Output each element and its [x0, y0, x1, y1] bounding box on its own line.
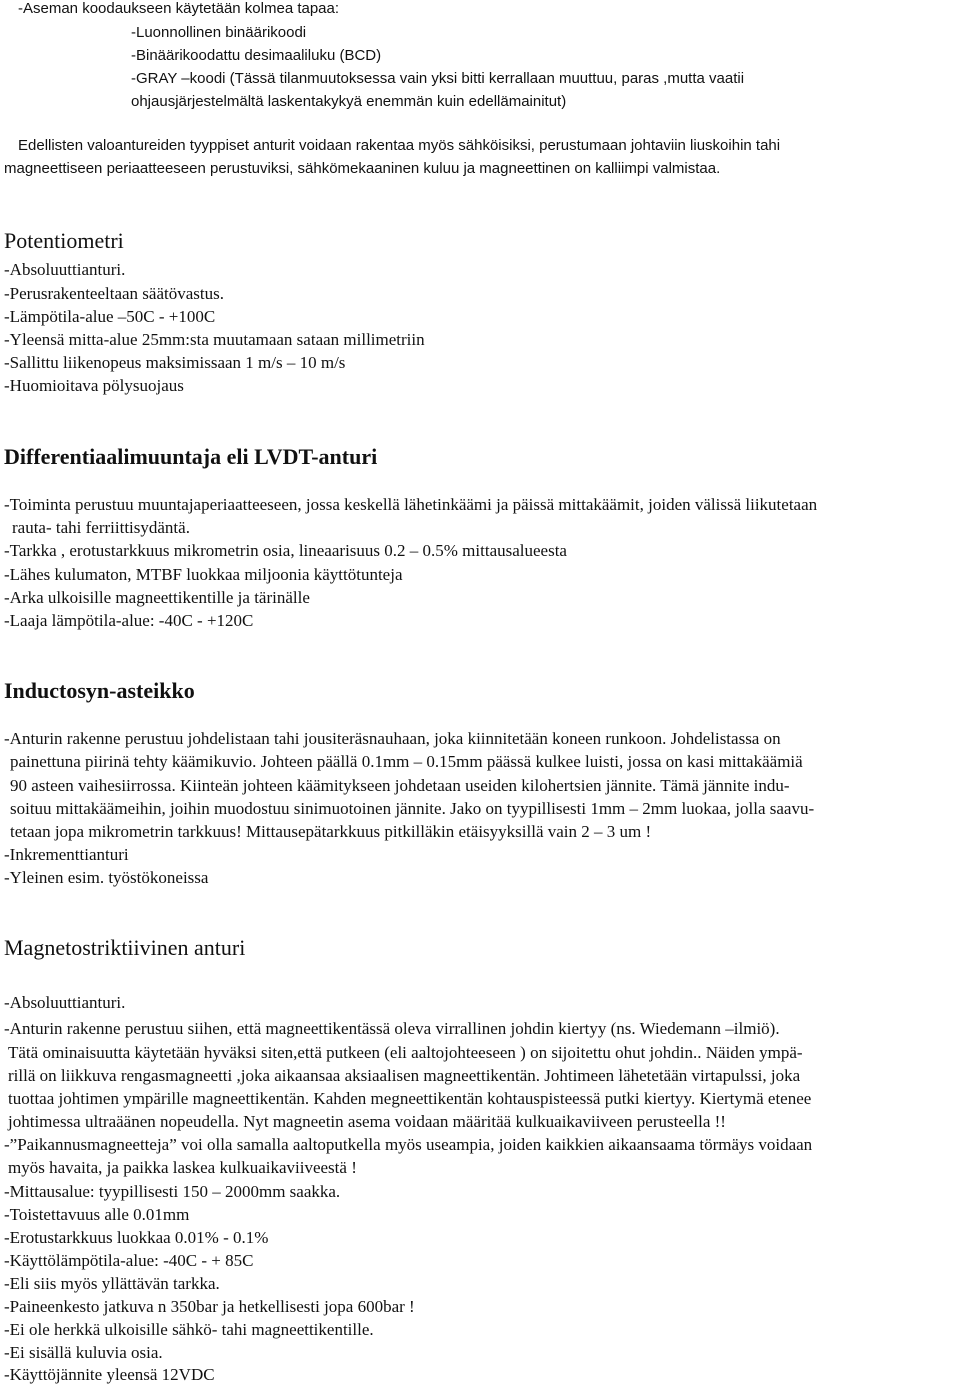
- lvdt-line: -Toiminta perustuu muuntajaperiaatteeseen, jossa keskellä lähetinkäämi ja päissä mittakäämit, joiden välissä liikutetaan: [4, 495, 818, 514]
- inductosyn-line: -Yleinen esim. työstökoneissa: [4, 868, 209, 887]
- intro-line: ohjausjärjestelmältä laskentakykyä enemmän kuin edellämainitut): [131, 93, 567, 110]
- magneto-line: -Anturin rakenne perustuu siihen, että magneettikentässä oleva virrallinen johdin kiertyy (ns. Wiedemann –ilmiö).: [4, 1019, 780, 1038]
- magneto-line: -Erotustarkkuus luokkaa 0.01% - 0.1%: [4, 1228, 269, 1247]
- magneto-line: rillä on liikkuva rengasmagneetti ,joka aikaansaa aksiaalisen magneettikentän. Johtimeen lähetetään virtapulssi, joka: [8, 1066, 801, 1085]
- lvdt-line: -Laaja lämpötila-alue: -40C - +120C: [4, 611, 254, 630]
- inductosyn-line: tetaan jopa mikrometrin tarkkuus! Mittausepätarkkuus pitkilläkin etäisyyksillä vain 2 – 3 um !: [10, 822, 652, 841]
- potentiometri-line: -Sallittu liikenopeus maksimissaan 1 m/s – 10 m/s: [4, 353, 346, 372]
- intro-line: magneettiseen periaatteeseen perustuviksi, sähkömekaaninen kuluu ja magneettinen on kalliimpi valmistaa.: [4, 160, 721, 177]
- potentiometri-line: -Lämpötila-alue –50C - +100C: [4, 307, 216, 326]
- inductosyn-line: -Inkrementtianturi: [4, 845, 129, 864]
- potentiometri-line: -Perusrakenteeltaan säätövastus.: [4, 284, 224, 303]
- intro-line: -GRAY –koodi (Tässä tilanmuutoksessa vain yksi bitti kerrallaan muuttuu, paras ,mutta vaatii: [131, 70, 745, 87]
- magneto-line: Tätä ominaisuutta käytetään hyväksi siten,että putkeen (eli aaltojohteeseen ) on sijoitettu ohut johdin.. Näiden ympä-: [8, 1043, 803, 1062]
- section-heading-magnetostriktiivinen: Magnetostriktiivinen anturi: [4, 935, 246, 960]
- magneto-line: -Mittausalue: tyypillisesti 150 – 2000mm saakka.: [4, 1182, 341, 1201]
- magneto-line: tuottaa johtimen ympärille magneettikentän. Kahden megneettikentän kohtauspisteessä putki kiertyy. Kiertymä etenee: [8, 1089, 812, 1108]
- potentiometri-line: -Yleensä mitta-alue 25mm:sta muutamaan sataan millimetriin: [4, 330, 425, 349]
- inductosyn-line: 90 asteen vaihesiirrossa. Kiinteän johteen käämitykseen johdetaan useiden kilohertsien jännite. Tämä jännite indu-: [10, 776, 790, 795]
- magneto-line: -Ei sisällä kuluvia osia.: [4, 1343, 163, 1362]
- potentiometri-line: -Absoluuttianturi.: [4, 260, 126, 279]
- magneto-line: -Eli siis myös yllättävän tarkka.: [4, 1274, 220, 1293]
- magneto-line: -Käyttöjännite yleensä 12VDC: [4, 1365, 215, 1384]
- intro-line: -Aseman koodaukseen käytetään kolmea tapaa:: [18, 0, 340, 17]
- magneto-line: myös havaita, ja paikka laskea kulkuaikaviiveestä !: [8, 1158, 357, 1177]
- intro-line: -Luonnollinen binäärikoodi: [131, 24, 307, 41]
- magneto-line: -Käyttölämpötila-alue: -40C - + 85C: [4, 1251, 254, 1270]
- magneto-line: -Toistettavuus alle 0.01mm: [4, 1205, 190, 1224]
- intro-line: Edellisten valoantureiden tyyppiset anturit voidaan rakentaa myös sähköisiksi, perustumaan johtaviin liuskoihin tahi: [18, 137, 781, 154]
- inductosyn-line: -Anturin rakenne perustuu johdelistaan tahi jousiteräsnauhaan, joka kiinnitetään koneen runkoon. Johdelistassa on: [4, 729, 781, 748]
- magneto-line: -Paineenkesto jatkuva n 350bar ja hetkellisesti jopa 600bar !: [4, 1297, 415, 1316]
- magneto-line: johtimessa ultraäänen nopeudella. Nyt magneetin asema voidaan määritää kulkuaikaviiveen perusteella !!: [8, 1112, 726, 1131]
- section-heading-lvdt: Differentiaalimuuntaja eli LVDT-anturi: [4, 444, 378, 469]
- potentiometri-line: -Huomioitava pölysuojaus: [4, 376, 184, 395]
- section-heading-inductosyn: Inductosyn-asteikko: [4, 678, 195, 703]
- lvdt-line: rauta- tahi ferriittisydäntä.: [12, 518, 190, 537]
- lvdt-line: -Lähes kulumaton, MTBF luokkaa miljoonia käyttötunteja: [4, 565, 403, 584]
- section-heading-potentiometri: Potentiometri: [4, 228, 124, 253]
- lvdt-line: -Arka ulkoisille magneettikentille ja tärinälle: [4, 588, 310, 607]
- magneto-line: -”Paikannusmagneetteja” voi olla samalla aaltoputkella myös useampia, joiden kaikkien aikaansaama törmäys voidaan: [4, 1135, 813, 1154]
- intro-line: -Binäärikoodattu desimaaliluku (BCD): [131, 47, 382, 64]
- magneto-line: -Absoluuttianturi.: [4, 993, 126, 1012]
- magneto-line: -Ei ole herkkä ulkoisille sähkö- tahi magneettikentille.: [4, 1320, 374, 1339]
- inductosyn-line: painettuna piirinä tehty käämikuvio. Johteen päällä 0.1mm – 0.15mm päässä kulkee luisti, jossa on kasi mittakäämiä: [10, 752, 803, 771]
- inductosyn-line: soituu mittakäämeihin, joihin muodostuu sinimuotoinen jännite. Jako on tyypillisesti 1mm – 2mm luokaa, jolla saavu-: [10, 799, 815, 818]
- lvdt-line: -Tarkka , erotustarkkuus mikrometrin osia, lineaarisuus 0.2 – 0.5% mittausalueesta: [4, 541, 567, 560]
